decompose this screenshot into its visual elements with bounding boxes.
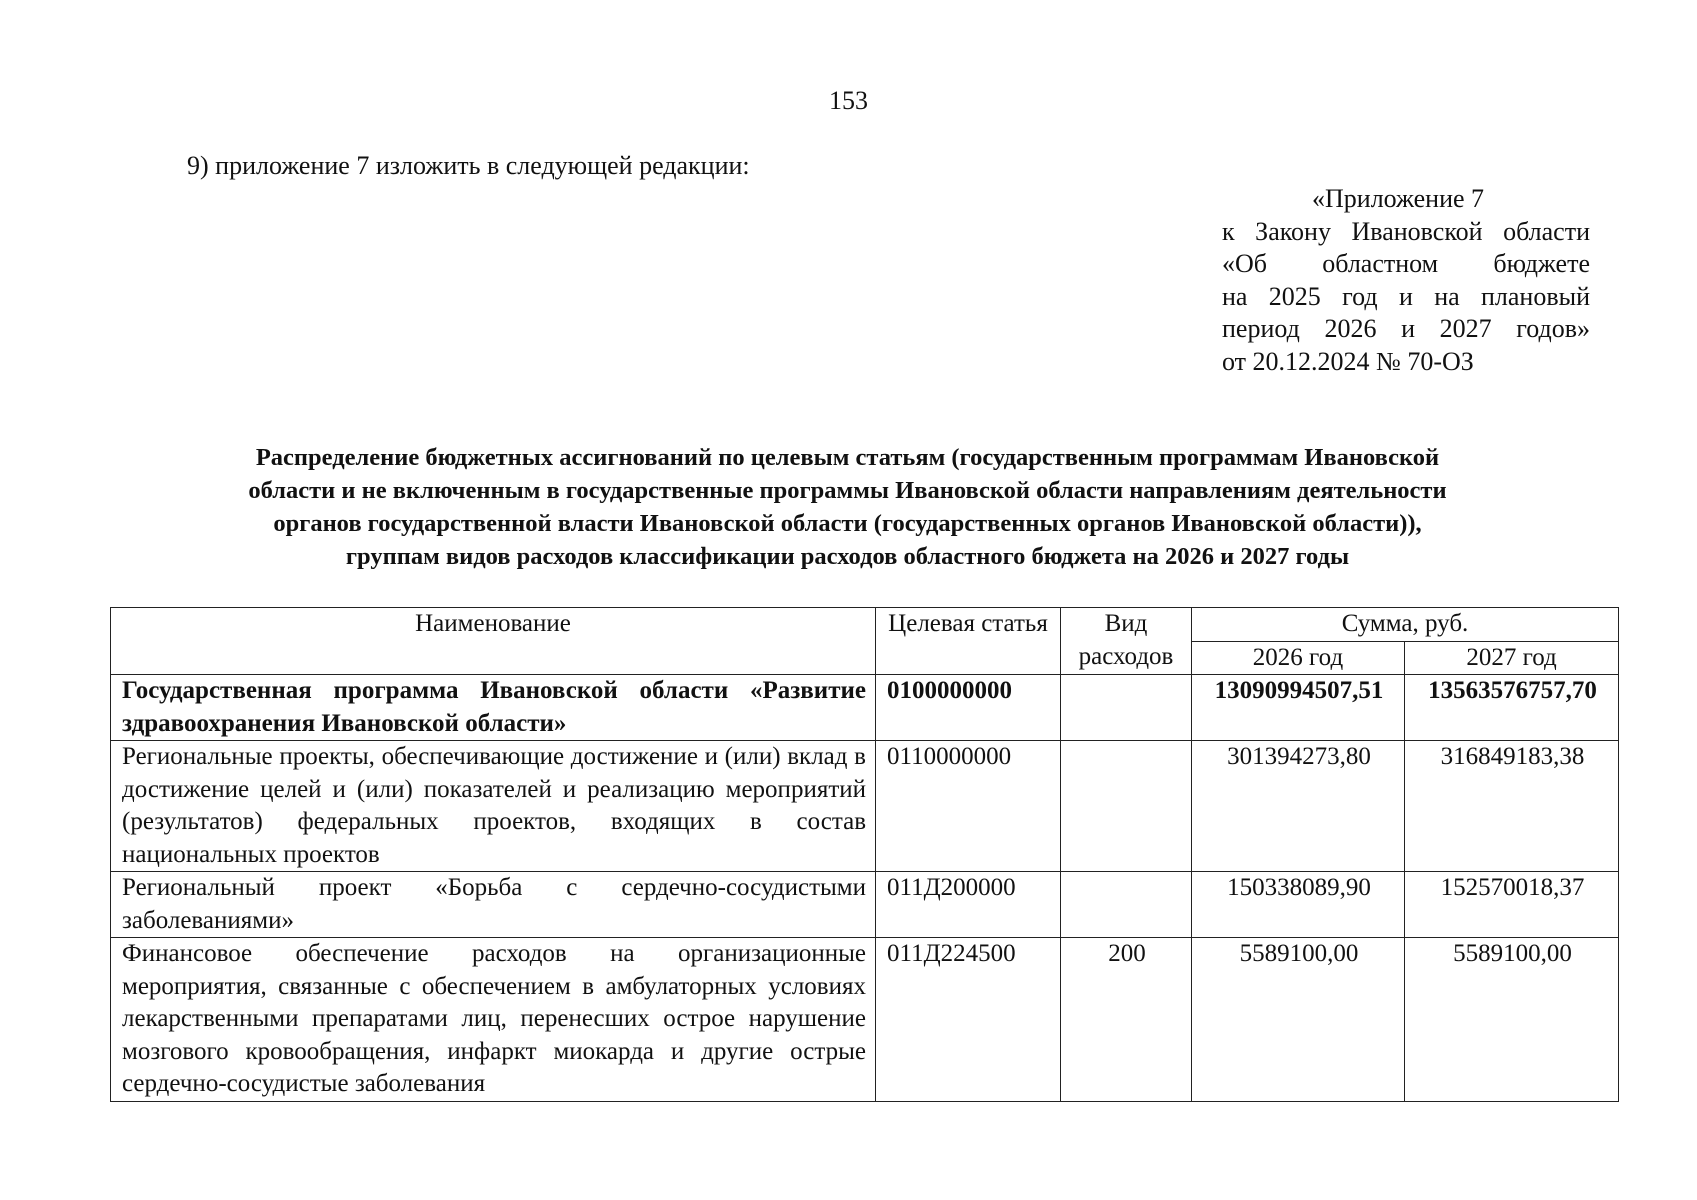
appendix-line-1: к Закону Ивановской области xyxy=(1222,216,1590,246)
row-expense-type xyxy=(1061,675,1192,741)
document-title-line-4: группам видов расходов классификации расходов областного бюджета на 2026 и 2027 годы xyxy=(345,543,1350,570)
header-year-2026: 2026 год xyxy=(1192,641,1405,675)
row-sum-2026: 5589100,00 xyxy=(1192,938,1405,1102)
document-title xyxy=(110,441,1585,573)
row-target-code: 011Д200000 xyxy=(876,872,1061,938)
row-expense-type xyxy=(1061,872,1192,938)
table-row xyxy=(111,741,1619,872)
document-title-line-1: Распределение бюджетных ассигнований по целевым статьям (государственным программам Ивановской xyxy=(255,444,1440,471)
appendix-line-2: «Об областном бюджете xyxy=(1222,249,1590,278)
document-title-line-2: области и не включенным в государственные программы Ивановской области направлениям деятельности xyxy=(248,477,1447,504)
amendment-intro: 9) приложение 7 изложить в следующей редакции: xyxy=(187,151,750,180)
row-sum-2027: 13563576757,70 xyxy=(1405,675,1619,741)
header-sum: Сумма, руб. xyxy=(1192,608,1619,642)
row-name: Региональные проекты, обеспечивающие достижение и (или) вклад в достижение целей и (или) показателей и реализацию мероприятий (результатов) федеральных проектов, входящих в состав национальных проектов xyxy=(111,741,876,872)
row-sum-2027: 5589100,00 xyxy=(1405,938,1619,1102)
appendix-title: «Приложение 7 xyxy=(1312,184,1485,213)
table-row xyxy=(111,938,1619,1102)
row-target-code: 011Д224500 xyxy=(876,938,1061,1102)
header-target-article: Целевая статья xyxy=(876,608,1061,675)
budget-table xyxy=(110,607,1619,1102)
row-expense-type: 200 xyxy=(1061,938,1192,1102)
row-sum-2026: 13090994507,51 xyxy=(1192,675,1405,741)
table-row xyxy=(111,675,1619,741)
table-header-row xyxy=(111,608,1619,642)
row-name: Региональный проект «Борьба с сердечно-сосудистыми заболеваниями» xyxy=(111,872,876,938)
table-row xyxy=(111,872,1619,938)
page-number: 153 xyxy=(829,86,868,115)
appendix-line-4: период 2026 и 2027 годов» xyxy=(1222,314,1590,343)
row-sum-2027: 316849183,38 xyxy=(1405,741,1619,872)
row-sum-2027: 152570018,37 xyxy=(1405,872,1619,938)
row-name: Финансовое обеспечение расходов на организационные мероприятия, связанные с обеспечением в амбулаторных условиях лекарственными препаратами лиц, перенесших острое нарушение мозгового кровообращения, инфаркт миокарда и другие острые сердечно-сосудистые заболевания xyxy=(111,938,876,1102)
appendix-reference xyxy=(1222,183,1590,378)
row-target-code: 0110000000 xyxy=(876,741,1061,872)
document-title-line-3: органов государственной власти Ивановской области (государственных органов Ивановской области)), xyxy=(273,510,1422,537)
row-expense-type xyxy=(1061,741,1192,872)
header-year-2027: 2027 год xyxy=(1405,641,1619,675)
appendix-line-5: от 20.12.2024 № 70-ОЗ xyxy=(1222,346,1474,376)
header-expense-type: Вид расходов xyxy=(1061,608,1192,675)
row-sum-2026: 150338089,90 xyxy=(1192,872,1405,938)
appendix-line-3: на 2025 год и на плановый xyxy=(1222,281,1590,311)
row-target-code: 0100000000 xyxy=(876,675,1061,741)
header-name: Наименование xyxy=(111,608,876,675)
row-name: Государственная программа Ивановской области «Развитие здравоохранения Ивановской области» xyxy=(111,675,876,741)
row-sum-2026: 301394273,80 xyxy=(1192,741,1405,872)
